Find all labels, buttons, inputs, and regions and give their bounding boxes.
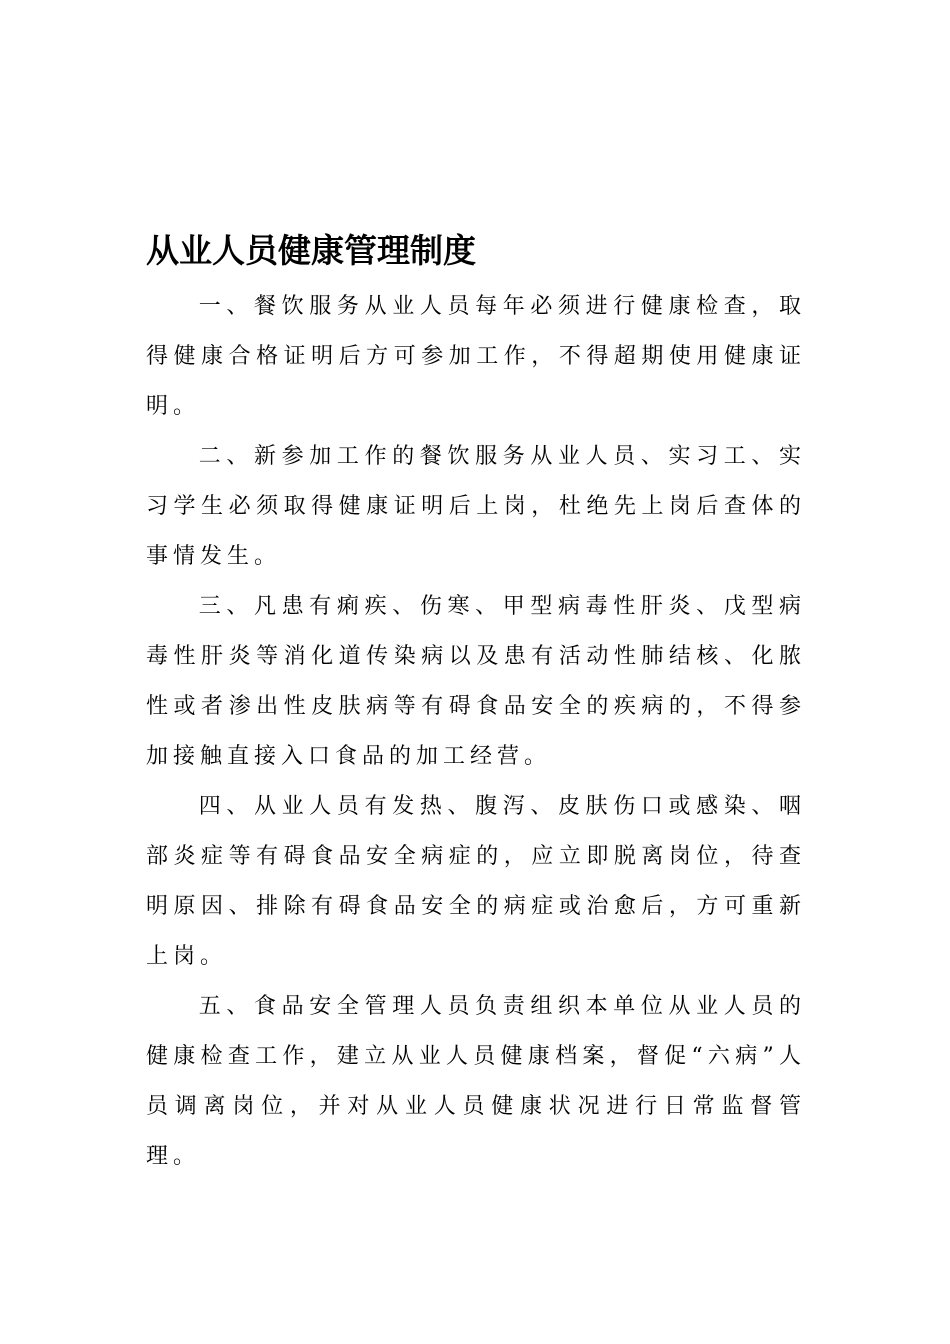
paragraph-4: 四、从业人员有发热、腹泻、皮肤伤口或感染、咽部炎症等有碍食品安全病症的，应立即脱离岗位，待查明原因、排除有碍食品安全的病症或治愈后，方可重新上岗。: [146, 794, 806, 969]
paragraph-2: 二、新参加工作的餐饮服务从业人员、实习工、实习学生必须取得健康证明后上岗，杜绝先上岗后查体的事情发生。: [146, 444, 806, 569]
document-body: [146, 226, 806, 1182]
paragraph-1: 一、餐饮服务从业人员每年必须进行健康检查，取得健康合格证明后方可参加工作，不得超期使用健康证明。: [146, 294, 806, 419]
paragraph-3: 三、凡患有痢疾、伤寒、甲型病毒性肝炎、戊型病毒性肝炎等消化道传染病以及患有活动性肺结核、化脓性或者渗出性皮肤病等有碍食品安全的疾病的，不得参加接触直接入口食品的加工经营。: [146, 594, 806, 769]
document-title: 从业人员健康管理制度: [146, 231, 476, 270]
paragraph-5: 五、食品安全管理人员负责组织本单位从业人员的健康检查工作，建立从业人员健康档案，督促“六病”人员调离岗位，并对从业人员健康状况进行日常监督管理。: [146, 994, 806, 1169]
